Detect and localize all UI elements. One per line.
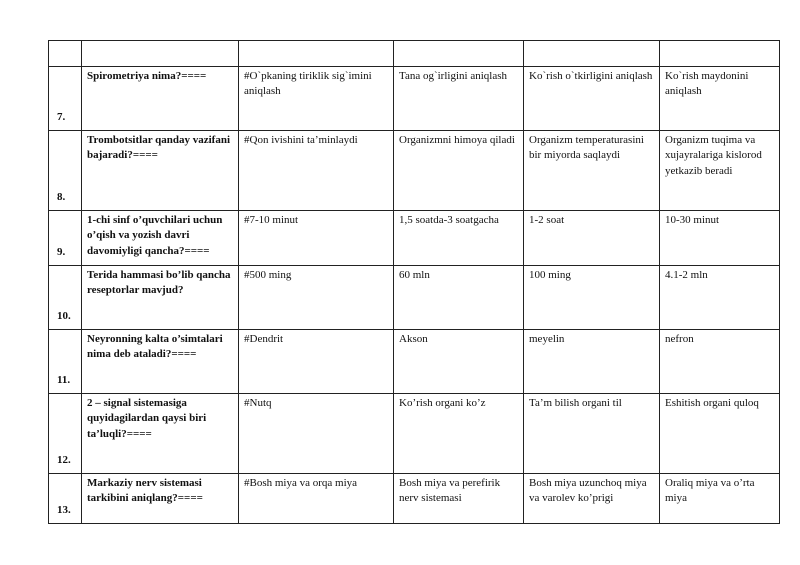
table-row	[49, 330, 780, 394]
answer-correct: #Qon ivishini ta’minlaydi	[239, 131, 394, 211]
answer-correct: #7-10 minut	[239, 211, 394, 266]
answer-option-b	[394, 41, 524, 67]
answer-option-c: meyelin	[524, 330, 660, 394]
answer-option-d: Ko`rish maydonini aniqlash	[660, 67, 780, 131]
answer-option-c	[524, 41, 660, 67]
table-row	[49, 474, 780, 524]
answer-option-d: nefron	[660, 330, 780, 394]
question-number: 12.	[49, 394, 82, 474]
question-number: 11.	[49, 330, 82, 394]
answer-option-c: Bosh miya uzunchoq miya va varolev ko’prigi	[524, 474, 660, 524]
table-row	[49, 266, 780, 330]
answer-option-c: 100 ming	[524, 266, 660, 330]
answer-correct: #Dendrit	[239, 330, 394, 394]
answer-option-d: Oraliq miya va o’rta miya	[660, 474, 780, 524]
question-text	[82, 41, 239, 67]
table-row	[49, 41, 780, 67]
question-number: 7.	[49, 67, 82, 131]
answer-option-b: Bosh miya va perefirik nerv sistemasi	[394, 474, 524, 524]
question-number	[49, 41, 82, 67]
answer-correct: #500 ming	[239, 266, 394, 330]
question-text: Trombotsitlar qanday vazifani bajaradi?====	[82, 131, 239, 211]
table-row	[49, 211, 780, 266]
answer-option-b: Tana og`irligini aniqlash	[394, 67, 524, 131]
question-text: Spirometriya nima?====	[82, 67, 239, 131]
answer-option-b: Ko’rish organi ko’z	[394, 394, 524, 474]
question-text: Markaziy nerv sistemasi tarkibini aniqlang?====	[82, 474, 239, 524]
question-number: 8.	[49, 131, 82, 211]
answer-option-b: 1,5 soatda-3 soatgacha	[394, 211, 524, 266]
table-row	[49, 67, 780, 131]
question-text: 1-chi sinf o’quvchilari uchun o’qish va yozish davri davomiyligi qancha?====	[82, 211, 239, 266]
answer-option-d: Organizm tuqima va xujayralariga kislorod yetkazib beradi	[660, 131, 780, 211]
answer-option-d: 10-30 minut	[660, 211, 780, 266]
answer-option-c: Organizm temperaturasini bir miyorda saqlaydi	[524, 131, 660, 211]
question-number: 9.	[49, 211, 82, 266]
question-text: Terida hammasi bo’lib qancha reseptorlar mavjud?	[82, 266, 239, 330]
answer-option-d: Eshitish organi quloq	[660, 394, 780, 474]
answer-option-b: Organizmni himoya qiladi	[394, 131, 524, 211]
question-number: 10.	[49, 266, 82, 330]
answer-option-c: Ko`rish o`tkirligini aniqlash	[524, 67, 660, 131]
answer-option-d	[660, 41, 780, 67]
question-text: Neyronning kalta o’simtalari nima deb ataladi?====	[82, 330, 239, 394]
answer-correct: #Bosh miya va orqa miya	[239, 474, 394, 524]
answer-option-b: 60 mln	[394, 266, 524, 330]
question-number: 13.	[49, 474, 82, 524]
question-text: 2 – signal sistemasiga quyidagilardan qaysi biri ta’luqli?====	[82, 394, 239, 474]
answer-correct: #O`pkaning tiriklik sig`imini aniqlash	[239, 67, 394, 131]
answer-option-c: Ta’m bilish organi til	[524, 394, 660, 474]
quiz-table	[48, 40, 780, 524]
answer-correct: #Nutq	[239, 394, 394, 474]
table-row	[49, 394, 780, 474]
table-row	[49, 131, 780, 211]
answer-option-b: Akson	[394, 330, 524, 394]
answer-option-d: 4.1-2 mln	[660, 266, 780, 330]
answer-correct	[239, 41, 394, 67]
answer-option-c: 1-2 soat	[524, 211, 660, 266]
